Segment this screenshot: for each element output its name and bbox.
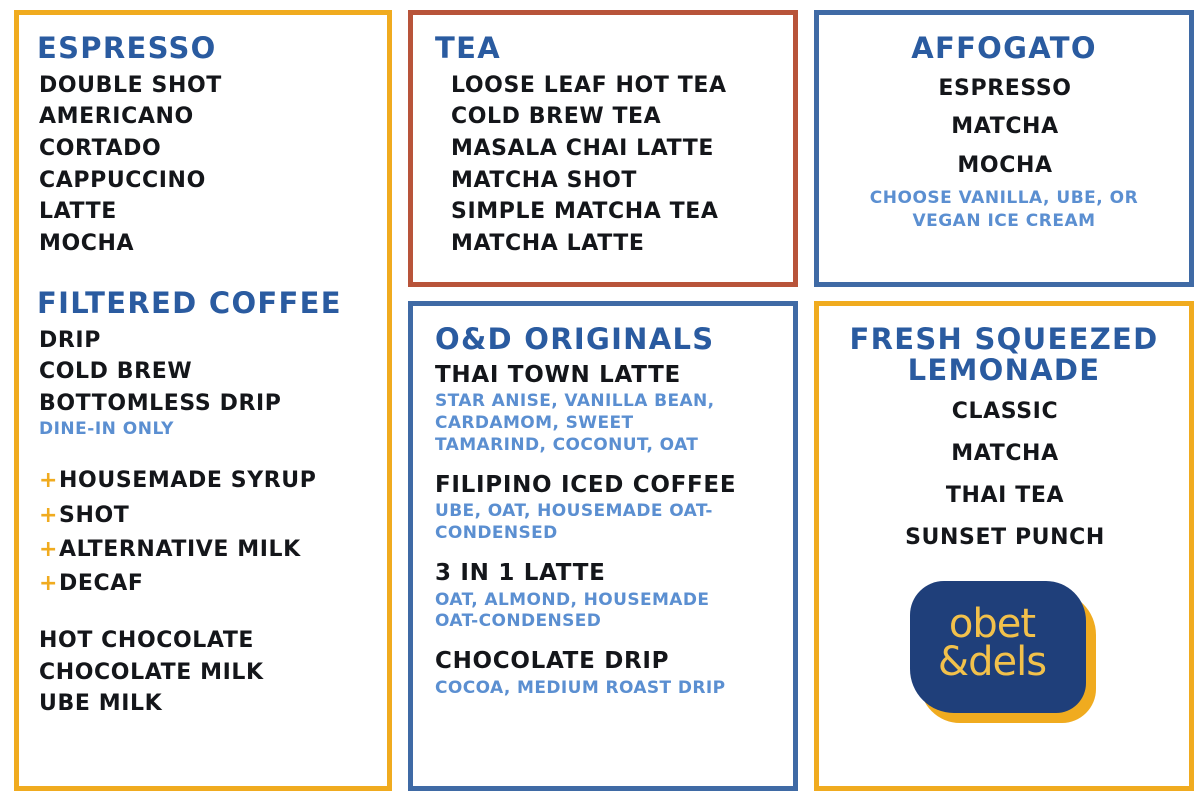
drink-item	[435, 647, 775, 700]
drink-description: UBE, OAT, HOUSEMADE OAT-CONDENSED	[435, 501, 713, 544]
list-item: LOOSE LEAF HOT TEA	[451, 72, 727, 98]
list-item: COLD BREW	[39, 359, 193, 385]
drink-name: CHOCOLATE DRIP	[435, 648, 670, 675]
list-item: MASALA CHAI LATTE	[451, 136, 715, 162]
drink-name: 3 IN 1 LATTE	[435, 559, 606, 586]
panel-espresso	[14, 10, 392, 791]
addon-label: ALTERNATIVE MILK	[59, 536, 301, 562]
list-item: CHOCOLATE MILK	[39, 659, 264, 685]
lemonade-item-list	[839, 391, 1171, 558]
drink-description: COCOA, MEDIUM ROAST DRIP	[435, 677, 726, 698]
addon-label: DECAF	[59, 570, 144, 596]
list-item: MATCHA	[951, 441, 1059, 467]
list-item	[39, 499, 369, 533]
panel-originals	[408, 301, 798, 791]
list-item: HOT CHOCOLATE	[39, 627, 255, 653]
filtered-coffee-item-list	[39, 325, 369, 420]
panel-affogato	[814, 10, 1194, 287]
list-item: SIMPLE MATCHA TEA	[451, 199, 719, 225]
list-item	[39, 464, 369, 498]
list-item: CORTADO	[39, 136, 162, 162]
section-title-originals: O&D ORIGINALS	[435, 322, 715, 356]
list-item: ESPRESSO	[938, 75, 1072, 101]
plus-icon: +	[39, 570, 59, 596]
drink-item	[435, 559, 775, 633]
tea-item-list	[451, 70, 775, 260]
section-title-lemonade-line2: LEMONADE	[907, 352, 1101, 387]
list-item: DOUBLE SHOT	[39, 72, 222, 98]
drink-name: FILIPINO ICED COFFEE	[435, 471, 737, 498]
spacer	[37, 260, 369, 284]
spacer	[37, 440, 369, 464]
dine-in-note: DINE-IN ONLY	[39, 418, 174, 439]
addon-label: SHOT	[59, 502, 130, 528]
brand-logo	[837, 577, 1171, 727]
affogato-note: CHOOSE VANILLA, UBE, OR VEGAN ICE CREAM	[869, 188, 1139, 232]
drink-name: THAI TOWN LATTE	[435, 361, 681, 388]
panel-lemonade	[814, 301, 1194, 791]
section-title-filtered-coffee: FILTERED COFFEE	[37, 285, 342, 320]
plus-icon: +	[39, 502, 59, 528]
list-item: MOCHA	[957, 152, 1053, 178]
section-title-tea: TEA	[435, 31, 501, 65]
spacer	[37, 601, 369, 625]
list-item: LATTE	[39, 199, 117, 225]
addons-list	[39, 464, 369, 600]
section-title-lemonade-line1: FRESH SQUEEZED	[849, 322, 1159, 356]
drink-item	[435, 361, 775, 457]
list-item: BOTTOMLESS DRIP	[39, 390, 282, 416]
list-item: COLD BREW TEA	[451, 104, 662, 130]
affogato-item-list	[839, 70, 1171, 186]
plus-icon: +	[39, 536, 59, 562]
list-item: UBE MILK	[39, 691, 163, 717]
list-item: MOCHA	[39, 231, 135, 257]
list-item	[39, 567, 369, 601]
list-item	[39, 533, 369, 567]
addon-label: HOUSEMADE SYRUP	[59, 468, 317, 494]
logo-shape	[904, 577, 1104, 727]
list-item: AMERICANO	[39, 104, 194, 130]
list-item: MATCHA	[951, 114, 1059, 140]
logo-text	[904, 577, 1080, 709]
section-title-espresso: ESPRESSO	[37, 31, 217, 65]
drink-item	[435, 471, 775, 545]
list-item: MATCHA SHOT	[451, 167, 638, 193]
list-item: CLASSIC	[951, 399, 1059, 425]
section-title-affogato: AFFOGATO	[911, 31, 1097, 65]
drink-description: STAR ANISE, VANILLA BEAN, CARDAMOM, SWEET TAMARIND, COCONUT, OAT	[435, 391, 715, 455]
logo-line-1: obet	[948, 600, 1036, 647]
espresso-item-list	[39, 70, 369, 260]
list-item: CAPPUCCINO	[39, 167, 206, 193]
list-item: MATCHA LATTE	[451, 231, 645, 257]
drink-description: OAT, ALMOND, HOUSEMADE OAT-CONDENSED	[435, 589, 710, 632]
plus-icon: +	[39, 468, 59, 494]
other-drinks-list	[39, 625, 369, 720]
list-item: SUNSET PUNCH	[905, 524, 1105, 550]
list-item: DRIP	[39, 327, 101, 353]
panel-tea	[408, 10, 798, 287]
list-item: THAI TEA	[945, 483, 1065, 509]
logo-line-2: &dels	[937, 638, 1047, 685]
